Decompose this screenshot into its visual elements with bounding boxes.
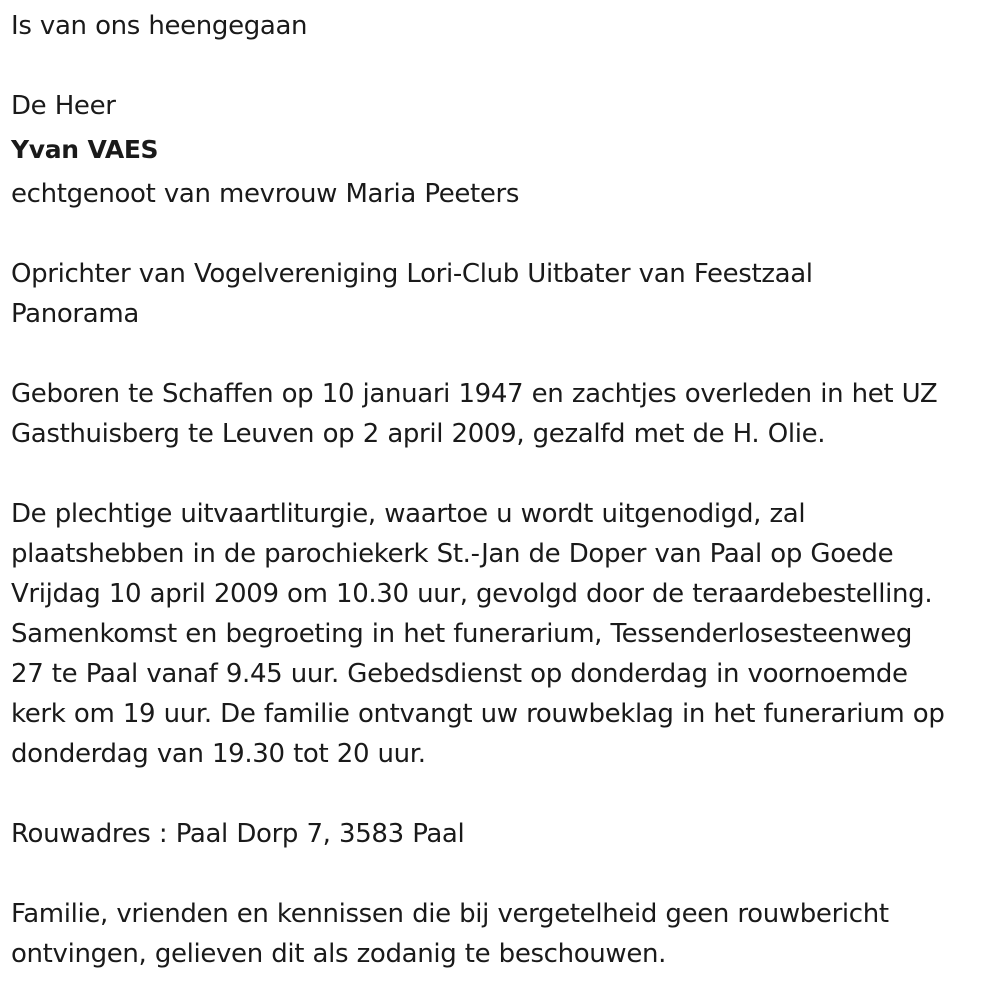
spacer bbox=[11, 454, 1000, 494]
ceremony-line-6: kerk om 19 uur. De familie ontvangt uw rouwbeklag in het funerarium op bbox=[11, 699, 945, 729]
ceremony-line-1: De plechtige uitvaartliturgie, waartoe u wordt uitgenodigd, zal bbox=[11, 499, 806, 529]
spacer bbox=[11, 854, 1000, 894]
address-text: Rouwadres : Paal Dorp 7, 3583 Paal bbox=[11, 819, 465, 849]
spouse-text: echtgenoot van mevrouw Maria Peeters bbox=[11, 179, 520, 209]
birth-death-line-2: Gasthuisberg te Leuven op 2 april 2009, gezalfd met de H. Olie. bbox=[11, 419, 826, 449]
honorific-text: De Heer bbox=[11, 91, 116, 121]
spacer bbox=[11, 774, 1000, 814]
deceased-name: Yvan VAES bbox=[11, 135, 159, 164]
ceremony-line-7: donderdag van 19.30 tot 20 uur. bbox=[11, 739, 426, 769]
role-line-2: Panorama bbox=[11, 299, 139, 329]
ceremony-line-4: Samenkomst en begroeting in het funerarium, Tessenderlosesteenweg bbox=[11, 619, 913, 649]
birth-death-line-1: Geboren te Schaffen op 10 januari 1947 en zachtjes overleden in het UZ bbox=[11, 379, 938, 409]
spacer bbox=[11, 334, 1000, 374]
role-line-1: Oprichter van Vogelvereniging Lori-Club Uitbater van Feestzaal bbox=[11, 259, 813, 289]
ceremony-line-2: plaatshebben in de parochiekerk St.-Jan de Doper van Paal op Goede bbox=[11, 539, 894, 569]
ceremony-line-5: 27 te Paal vanaf 9.45 uur. Gebedsdienst op donderdag in voornoemde bbox=[11, 659, 908, 689]
closing-line-1: Familie, vrienden en kennissen die bij vergetelheid geen rouwbericht bbox=[11, 899, 889, 929]
closing-line-2: ontvingen, gelieven dit als zodanig te beschouwen. bbox=[11, 939, 667, 969]
spacer bbox=[11, 46, 1000, 86]
spacer bbox=[11, 214, 1000, 254]
intro-text: Is van ons heengegaan bbox=[11, 11, 308, 41]
ceremony-line-3: Vrijdag 10 april 2009 om 10.30 uur, gevolgd door de teraardebestelling. bbox=[11, 579, 933, 609]
